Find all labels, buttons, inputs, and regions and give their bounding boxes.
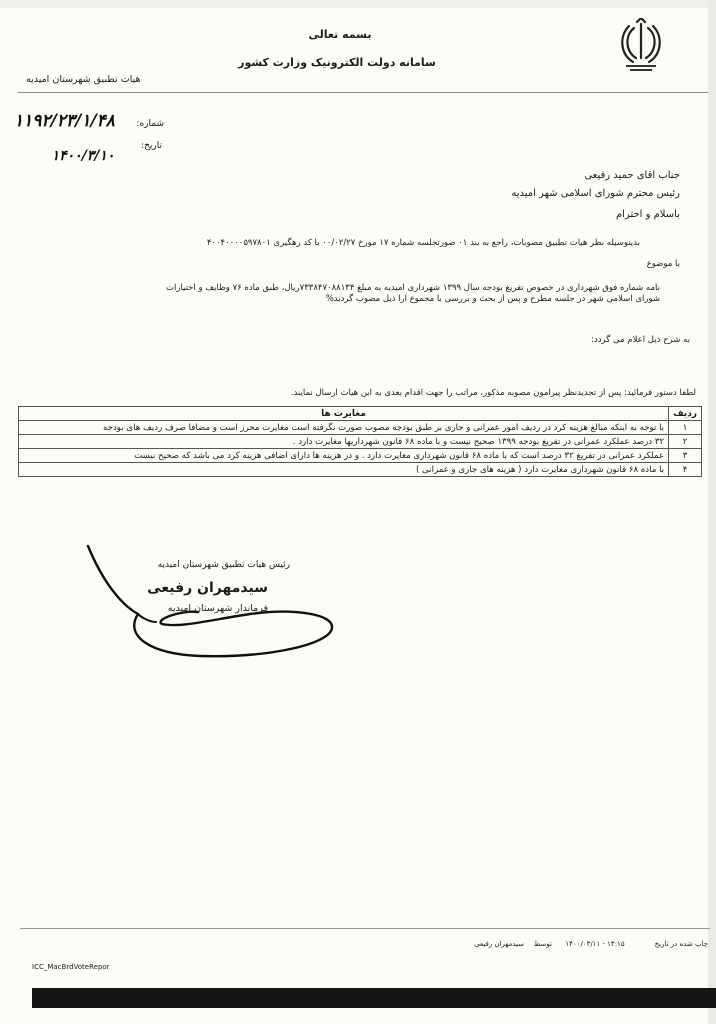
emblem-icon bbox=[618, 18, 664, 74]
bismillah: بسمه تعالی bbox=[308, 28, 372, 41]
row-number: ۱ bbox=[669, 421, 702, 435]
greeting: باسلام و احترام bbox=[615, 209, 680, 220]
col-header-row: ردیف bbox=[669, 407, 702, 421]
recipient-title: رئیس محترم شورای اسلامی شهر امیدیه bbox=[511, 188, 680, 199]
office-name: هیات تطبیق شهرستان امیدیه bbox=[26, 74, 141, 85]
col-header-issue: مغایرت ها bbox=[19, 407, 669, 421]
table-row bbox=[19, 435, 702, 449]
table-row bbox=[19, 421, 702, 435]
table-row bbox=[19, 449, 702, 463]
instruction-line: لطفا دستور فرمائید: پس از تجدیدنظر پیرامون مصوبه مذکور، مراتب را جهت اقدام بعدی به این هیات ارسال نمایند. bbox=[290, 388, 696, 398]
footer-signed-by: سیدمهران رفیعی bbox=[474, 940, 524, 948]
row-number: ۴ bbox=[669, 463, 702, 477]
row-text: ۳۲ درصد عملکرد عمرانی در تفریغ بودجه ۱۳۹۹ صحیح نیست و با ماده ۶۸ قانون شهرداریها مغایرت دارد . bbox=[19, 435, 669, 449]
table-header-row bbox=[19, 407, 702, 421]
scan-edge-top bbox=[0, 0, 716, 8]
date-label: تاریخ: bbox=[141, 141, 162, 151]
number-value: ۱۱۹۲/۲۳/۱/۴۸ bbox=[14, 111, 115, 131]
body-paragraph-2: شورای اسلامی شهر در جلسه مطرح و پس از بحث و بررسی با مجموع ارا ذیل مصوب گردید% bbox=[325, 294, 660, 304]
table-row bbox=[19, 463, 702, 477]
row-text: با توجه به اینکه مبالغ هزینه کرد در ردیف امور عمرانی و جاری بر طبق بودجه مصوب صورت نگرفته است مغایرت محرز است و مضافا صرف ردیف های بودجه bbox=[19, 421, 669, 435]
row-number: ۲ bbox=[669, 435, 702, 449]
footer-datetime: ۱۴۰۰/۰۳/۱۱ - ۱۴:۱۵ bbox=[565, 940, 625, 948]
discrepancy-table bbox=[18, 406, 702, 477]
declare-line: به شرح ذیل اعلام می گردد: bbox=[591, 335, 690, 345]
intro-line: بدینوسیله نظر هیات تطبیق مصوبات، راجع به بند ۰۱ صورتجلسه شماره ۱۷ مورخ ۰۰/۰۲/۲۷ با کد رهگیری ۴۰۰۴۰۰۰۰۵۹۷۸۰۱ bbox=[206, 238, 640, 248]
signer-title: فرماندار شهرستان امیدیه bbox=[167, 603, 268, 614]
row-text: عملکرد عمرانی در تفریغ ۳۲ درصد است که با ماده ۶۸ قانون شهرداری مغایرت دارد . و در هزینه ها دارای اضافی هزینه کرد می باشد که صحیح نیست bbox=[19, 449, 669, 463]
footer-report-id: ICC_MacBrdVoteRepor bbox=[32, 963, 110, 971]
number-label: شماره: bbox=[136, 119, 164, 129]
footer-print-note: چاپ شده در تاریخ bbox=[654, 940, 708, 948]
body-paragraph-1: نامه شماره فوق شهرداری در خصوص تفریغ بودجه سال ۱۳۹۹ شهرداری امیدیه به مبلغ ۷۳۳۸۴۷۰۸۸۱۳۴ریال، طبق ماده ۷۶ وظایف و اختیارات bbox=[165, 283, 660, 293]
recipient-name: جناب اقای حمید رفیعی bbox=[584, 170, 680, 181]
date-value: ۱۴۰۰/۳/۱۰ bbox=[51, 148, 115, 164]
signer-role: رئیس هیات تطبیق شهرستان امیدیه bbox=[157, 560, 290, 570]
row-text: با ماده ۶۸ قانون شهرداری مغایرت دارد ( هزینه های جاری و عمرانی ) bbox=[19, 463, 669, 477]
header-divider bbox=[18, 92, 708, 93]
handwritten-signature bbox=[80, 540, 340, 670]
signer-name: سیدمهران رفیعی bbox=[147, 580, 268, 596]
subject-label: با موضوع bbox=[646, 259, 680, 269]
footer-divider bbox=[20, 928, 710, 929]
row-number: ۳ bbox=[669, 449, 702, 463]
system-title: سامانه دولت الکترونیک وزارت کشور bbox=[238, 56, 436, 69]
scan-edge-right bbox=[708, 0, 716, 1024]
scan-edge-bottom bbox=[32, 988, 716, 1008]
footer-status: توسط bbox=[533, 940, 552, 948]
